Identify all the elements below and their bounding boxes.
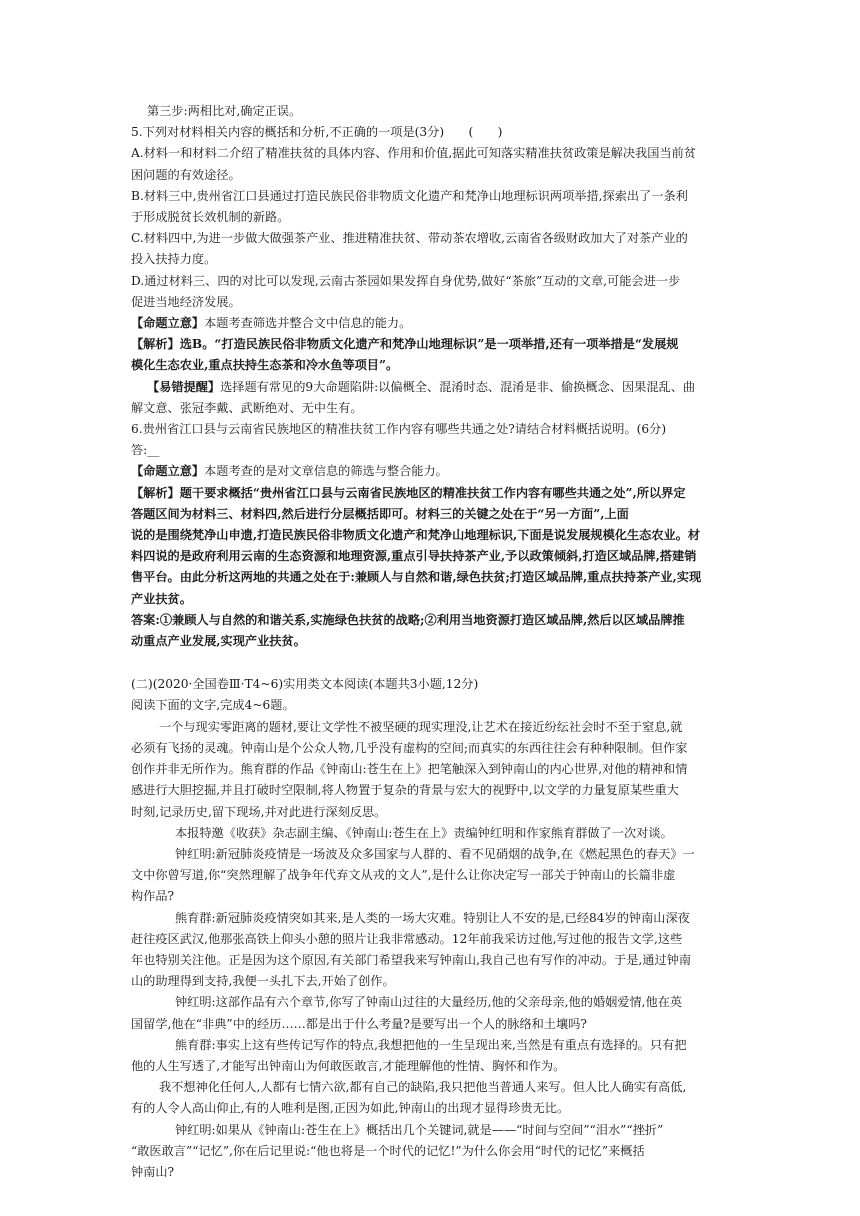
dialogue-2-line-2: 赶往疫区武汉,他那张高铁上仰头小憩的照片让我非常感动。12年前我采访过他,写过他的报告文学,这些 — [131, 931, 683, 946]
option-a-line-1: A.材料一和材料二介绍了精准扶贫的具体内容、作用和价值,据此可知落实精准扶贫政策是解决我国当前贫 — [131, 146, 696, 161]
dialogue-3-line-1: 钟红明:这部作品有六个章节,你写了钟南山过往的大量经历,他的父亲母亲,他的婚姻爱情,他在英 — [175, 995, 683, 1010]
q6-analysis-line-2: 答题区间为材料三、材料四,然后进行分层概括即可。材料三的关键之处在于“另一方面”,上面 — [131, 506, 629, 521]
q5-tip-line-2: 解文意、张冠李戴、武断绝对、无中生有。 — [131, 400, 363, 415]
intro-para-line-4: 感进行大胆挖掘,并且打破时空限制,将人物置于复杂的背景与宏大的视野中,以文学的力量复原某些重大 — [131, 783, 679, 798]
option-c-line-2: 投入扶持力度。 — [131, 252, 217, 267]
q5-tip-line-1 — [131, 377, 727, 398]
dialogue-6-line-1: 钟红明:如果从《钟南山:苍生在上》概括出几个关键词,就是——“时间与空间”“泪水”“挫折” — [175, 1122, 664, 1137]
dialogue-6-line-3: 钟南山? — [131, 1164, 175, 1179]
analysis-text: 选B。“打造民族民俗非物质文化遗产和梵净山地理标识”是一项举措,还有一项举措是“发展规 — [179, 337, 679, 352]
report-line: 本报特邀《收获》杂志副主编、《钟南山:苍生在上》责编钟红明和作家熊育群做了一次对谈。 — [175, 825, 673, 840]
intent-text: 本题考查的是对文章信息的筛选与整合能力。 — [204, 464, 448, 479]
step-three-line: 第三步:两相比对,确定正误。 — [147, 104, 302, 118]
q6-analysis-line-3: 说的是围绕梵净山申遗,打造民族民俗非物质文化遗产和梵净山地理标识,下面是说发展规模化生态农业。材 — [131, 528, 701, 543]
option-a-line-2: 困问题的有效途径。 — [131, 167, 241, 182]
q6-analysis-line-6: 产业扶贫。 — [131, 591, 192, 606]
analysis-tag: 【解析】 — [131, 485, 180, 500]
dialogue-1-line-3: 构作品? — [131, 889, 175, 904]
dialogue-2-line-1: 熊育群:新冠肺炎疫情突如其来,是人类的一场大灾难。特别让人不安的是,已经84岁的钟南山深夜 — [175, 910, 690, 925]
tip-text: 选择题有常见的9大命题陷阱:以偏概全、混淆时态、混淆是非、偷换概念、因果混乱、曲 — [220, 379, 696, 394]
dialogue-4-line-1: 熊育群:事实上这有些传记写作的特点,我想把他的一生呈现出来,当然是有重点有选择的。只有把 — [175, 1037, 687, 1052]
dialogue-2-line-3: 年也特别关注他。正是因为这个原因,有关部门希望我来写钟南山,我自己也有写作的冲动。于是,通过钟南 — [131, 952, 692, 967]
document-page — [131, 101, 727, 1183]
q5-analysis-line-1 — [131, 334, 727, 355]
q6-analysis-line-5: 售平台。由此分析这两地的共通之处在于:兼顾人与自然和谐,绿色扶贫;打造区域品牌,重点扶持茶产业,实现 — [131, 570, 702, 585]
tip-tag: 【易错提醒】 — [147, 379, 221, 394]
intro-para-line-5: 时刻,记录历史,留下现场,并对此进行深刻反思。 — [131, 804, 387, 819]
q6-answer-line-2: 动重点产业发展,实现产业扶贫。 — [131, 634, 306, 649]
dialogue-5-line-1: 我不想神化任何人,人都有七情六欲,都有自己的缺陷,我只把他当普通人来写。但人比人确实有高低, — [159, 1080, 687, 1095]
dialogue-3-line-2: 国留学,他在“非典”中的经历……都是出于什么考量?是要写出一个人的脉络和土壤吗? — [131, 1016, 587, 1031]
q5-analysis-line-2: 模化生态农业,重点扶持生态茶和冷水鱼等项目”。 — [131, 358, 399, 373]
intent-text: 本题考查筛选并整合文中信息的能力。 — [204, 316, 412, 331]
answer-blank: 答:__ — [131, 443, 160, 458]
q6-intent — [131, 461, 727, 482]
dialogue-6-line-2: “敢医敢言”“记忆”,你在后记里说:“他也将是一个时代的记忆!”为什么你会用“时代的记忆”来概括 — [131, 1143, 645, 1158]
intro-para-line-1: 一个与现实零距离的题材,要让文学性不被坚硬的现实理没,让艺术在接近纷纭社会时不至于窒息,就 — [159, 719, 683, 734]
section-2-heading: (二)(2020·全国卷Ⅲ·T4~6)实用类文本阅读(本题共3小题,12分) — [131, 677, 479, 692]
question-5-stem: 5.下列对材料相关内容的概括和分析,不正确的一项是(3分) ( ) — [131, 125, 503, 140]
dialogue-5-line-2: 有的人令人高山仰止,有的人唯利是图,正因为如此,钟南山的出现才显得珍贵无比。 — [131, 1101, 570, 1116]
option-d-line-2: 促进当地经济发展。 — [131, 294, 241, 309]
option-d-line-1: D.通过材料三、四的对比可以发现,云南古茶园如果发挥自身优势,做好“茶旅”互动的文章,可能会进一步 — [131, 273, 681, 288]
section-spacer — [131, 652, 727, 674]
reading-instruction: 阅读下面的文字,完成4~6题。 — [131, 698, 295, 713]
intent-tag: 【命题立意】 — [131, 464, 205, 479]
intro-para-line-3: 创作并非无所作为。熊育群的作品《钟南山:苍生在上》把笔触深入到钟南山的内心世界,对他的精神和情 — [131, 762, 688, 777]
q6-analysis-line-1 — [131, 483, 727, 504]
dialogue-2-line-4: 山的助理得到支持,我便一头扎下去,开始了创作。 — [131, 974, 395, 989]
analysis-text: 题干要求概括“贵州省江口县与云南省民族地区的精准扶贫工作内容有哪些共通之处”,所以界定 — [179, 485, 686, 500]
intent-tag: 【命题立意】 — [131, 316, 205, 331]
option-b-line-2: 于形成脱贫长效机制的新路。 — [131, 210, 290, 225]
dialogue-1-line-1: 钟红明:新冠肺炎疫情是一场波及众多国家与人群的、看不见硝烟的战争,在《燃起黑色的春天》一 — [175, 846, 695, 861]
intro-para-line-2: 必须有飞扬的灵魂。钟南山是个公众人物,几乎没有虚构的空间;而真实的东西往往会有种种限制。但作家 — [131, 740, 688, 755]
question-6-stem: 6.贵州省江口县与云南省民族地区的精准扶贫工作内容有哪些共通之处?请结合材料概括说明。(6分) — [131, 422, 667, 437]
q6-analysis-line-4: 料四说的是政府利用云南的生态资源和地理资源,重点引导扶持茶产业,予以政策倾斜,打造区域品牌,搭建销 — [131, 549, 697, 564]
option-c-line-1: C.材料四中,为进一步做大做强茶产业、推进精准扶贫、带动茶农增收,云南省各级财政加大了对茶产业的 — [131, 231, 688, 246]
q6-answer-line-1: 答案:①兼顾人与自然的和谐关系,实施绿色扶贫的战略;②利用当地资源打造区域品牌,然后以区域品牌推 — [131, 612, 685, 627]
q5-intent — [131, 313, 727, 334]
dialogue-1-line-2: 文中你曾写道,你“突然理解了战争年代弃文从戎的文人”,是什么让你决定写一部关于钟南山的长篇非虚 — [131, 868, 676, 883]
option-b-line-1: B.材料三中,贵州省江口县通过打造民族民俗非物质文化遗产和梵净山地理标识两项举措,探索出了一条利 — [131, 188, 688, 203]
analysis-tag: 【解析】 — [131, 337, 180, 352]
dialogue-4-line-2: 他的人生写透了,才能写出钟南山为何敢医敢言,才能理解他的性情、胸怀和作为。 — [131, 1058, 566, 1073]
